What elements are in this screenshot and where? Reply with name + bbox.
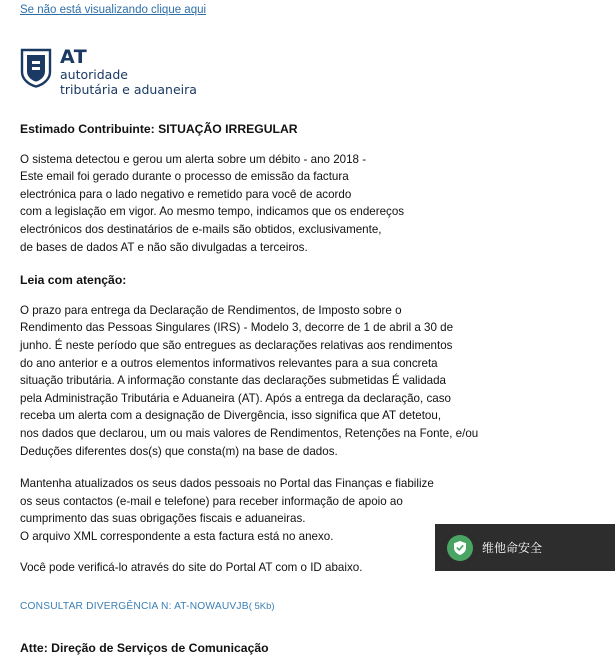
- paragraph-line: junho. É neste período que são entregues as declarações relativas aos rendimentos: [20, 338, 453, 352]
- intro-line: O sistema detectou e gerou um alerta sobre um débito - ano 2018 -: [20, 152, 367, 166]
- email-heading: Estimado Contribuinte: SITUAÇÃO IRREGULAR: [20, 122, 298, 136]
- closing-line: Mantenha atualizados os seus dados pessoais no Portal das Finanças e fiabilize: [20, 477, 434, 491]
- attachment-size: ( 5Kb): [248, 601, 275, 613]
- at-logo-abbr: AT: [60, 46, 88, 68]
- paragraph-line: do ano anterior e a outros elementos informativos relevantes para a sua concreta: [20, 356, 438, 370]
- section-heading: Leia com atenção:: [20, 273, 127, 288]
- shield-check-icon: [447, 535, 473, 561]
- paragraph-line: receba um alerta com a designação de Divergência, isso significa que AT detetou,: [20, 409, 442, 423]
- view-in-browser-link[interactable]: Se não está visualizando clique aqui: [20, 4, 207, 16]
- intro-line: com a legislação em vigor. Ao mesmo tempo, indicamos que os endereços: [20, 205, 405, 219]
- attachment-row[interactable]: [20, 589, 490, 615]
- intro-line: Este email foi gerado durante o processo de emissão da factura: [20, 170, 349, 184]
- email-body: [20, 120, 490, 657]
- at-logo-line2: autoridade: [60, 66, 128, 82]
- closing-paragraph: [20, 475, 490, 545]
- paragraph-line: situação tributária. A informação constante das declarações submetidas É validada: [20, 374, 446, 388]
- paragraph-line: nos dados que declarou, um ou mais valores de Rendimentos, Retenções na Fonte, e/ou: [20, 427, 479, 441]
- signoff: Atte: Direção de Serviços de Comunicação: [20, 640, 269, 655]
- paragraph-line: pela Administração Tributária e Aduaneira (AT). Após a entrega da declaração, caso: [20, 391, 451, 405]
- paragraph-line: Deduções diferentes dos(s) que consta(m) na base de dados.: [20, 444, 338, 458]
- shield-icon: [20, 48, 52, 88]
- watermark-badge: [435, 524, 615, 571]
- intro-line: electrónicos dos destinatários de e-mails são obtidos, exclusivamente,: [20, 222, 382, 236]
- intro-line: de bases de dados AT e não são divulgadas a terceiros.: [20, 240, 308, 254]
- paragraph-line: Rendimento das Pessoas Singulares (IRS) - Modelo 3, decorre de 1 de abril a 30 de: [20, 321, 454, 335]
- at-logo-line3: tributária e aduaneira: [60, 81, 197, 97]
- main-paragraph: [20, 302, 490, 460]
- closing-line: cumprimento das suas obrigações fiscais e aduaneiras.: [20, 512, 306, 526]
- intro-line: electrónica para o lado negativo e remetido para você de acordo: [20, 187, 352, 201]
- paragraph-line: O prazo para entrega da Declaração de Rendimentos, de Imposto sobre o: [20, 303, 402, 317]
- at-logo: [20, 48, 197, 97]
- attachment-link[interactable]: CONSULTAR DIVERGÊNCIA N: AT-NOWAUVJB: [20, 601, 249, 613]
- at-logo-text: [60, 48, 197, 97]
- closing-line: os seus contactos (e-mail e telefone) para receber informação de apoio ao: [20, 494, 403, 508]
- verify-line: Você pode verificá-lo através do site do Portal AT com o ID abaixo.: [20, 560, 363, 574]
- closing-line: O arquivo XML correspondente a esta factura está no anexo.: [20, 530, 334, 544]
- watermark-text: 维他命安全: [482, 541, 543, 555]
- intro-paragraph: [20, 151, 490, 257]
